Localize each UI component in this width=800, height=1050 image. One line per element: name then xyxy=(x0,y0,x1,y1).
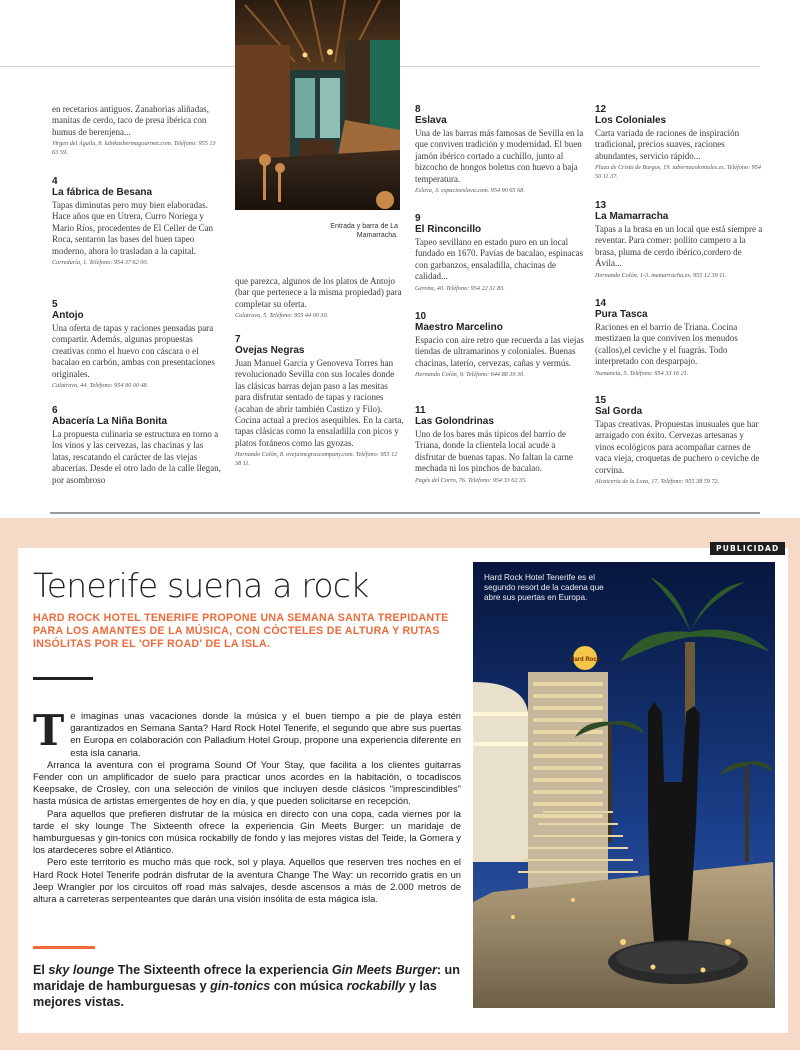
listing-item xyxy=(52,176,222,267)
listing-number: 13 xyxy=(595,200,607,211)
listing-number: 8 xyxy=(415,104,421,115)
pull-quote-rule xyxy=(33,946,95,949)
listing-item xyxy=(52,405,222,486)
pull-quote-part: con música xyxy=(270,979,347,993)
listing-number: 10 xyxy=(415,311,427,322)
pull-quote-part: The Sixteenth ofrece la experiencia xyxy=(114,963,332,977)
listing-address: Pagés del Corro, 76. Teléfono: 954 33 62 35. xyxy=(415,476,527,484)
listing-address: Plaza de Cristo de Burgos, 19. tabernacoloniales.es. Teléfono: 954 50 11 37. xyxy=(595,164,761,181)
pull-quote-part: Gin Meets Burger xyxy=(331,963,437,977)
listing-body: que parezca, algunos de los platos de Antojo (bar que pertenece a la misma propiedad) para completar su oferta. xyxy=(235,276,402,309)
listing-name: La Mamarracha xyxy=(595,211,669,222)
listing-number: 4 xyxy=(52,176,58,187)
hotel-sign: Hard Rock xyxy=(569,657,601,663)
pull-quote xyxy=(33,962,463,1010)
listing-body: Tapas a la brasa en un local que está siempre a reventar. Para comer: pollito campero a la brasa, pluma de cerdo ibérico,cordero de Ávila... xyxy=(595,224,763,269)
listing-name: La fábrica de Besana xyxy=(52,187,153,198)
advertising-label: PUBLICIDAD xyxy=(710,542,785,555)
listing-number: 5 xyxy=(52,299,58,310)
listing-number: 14 xyxy=(595,298,607,309)
listing-body: Espacio con aire retro que recuerda a las viejas tiendas de ultramarinos y coloniales. Buenas chacinas, laterío, cervezas, cañas y vermús. xyxy=(415,335,584,368)
listing-address: Correduría, 1. Teléfono: 954 37 62 00. xyxy=(52,259,148,267)
paragraph-4: Pero este territorio es mucho más que rock, sol y playa. Aquellos que reserven tres noches en el Hard Rock Hotel Tenerife podrán disfrutar de la aventura Change The Way: un recorrido gratis en un Jeep Wrangler por los circuitos off road más salvajes, desde ascensos a más de 2.000 metros de altura a carreteras serpenteantes que darán una visión insólita de esta mágica isla. xyxy=(33,856,461,905)
title-rule xyxy=(33,677,93,680)
listing-address: Calatrava, 44. Teléfono: 954 90 00 48. xyxy=(52,382,149,390)
pull-quote-part: : un maridaje de hamburguesas y xyxy=(33,963,460,993)
listing-body: Juan Manuel García y Genoveva Torres han revolucionado Sevilla con sus locales donde las clásicas barras dejan paso a las mesitas para disfrutar sentado de tapas y raciones (acaban de abrir también Castizo y Filo). Cocina actual a precios asequibles. En la carta, tapas clásicas como la ensaladilla con picos y platos foráneos como las gyozas. xyxy=(235,358,404,448)
paragraph-1 xyxy=(33,706,461,759)
listing-name: Los Coloniales xyxy=(595,115,667,126)
listing-name: Eslava xyxy=(415,115,447,126)
listing-number: 12 xyxy=(595,104,607,115)
pull-quote-part: sky lounge xyxy=(48,963,115,977)
hotel-night-illustration xyxy=(473,562,775,1008)
listing-continued xyxy=(235,276,405,320)
pull-quote-part: gin-tonics xyxy=(210,979,271,993)
listing-body: Raciones en el barrio de Triana. Cocina mestizaen la que conviven los menudos (callos),el ceviche y el fuagrás. Todo interpretado con desparpajo. xyxy=(595,322,738,367)
listing-body: Una de las barras más famosas de Sevilla en la que conviven tradición y modernidad. El buen jamón ibérico cortado a cuchillo, junto al bizcocho de hongos boletus con huevo a baja temperatura. xyxy=(415,128,584,184)
listing-number: 6 xyxy=(52,405,58,416)
listing-item xyxy=(415,104,585,195)
listing-name: El Rinconcillo xyxy=(415,224,482,235)
listing-address: Hernando Colón, 8. ovejasnegrascompany.com. Teléfono: 955 12 38 11. xyxy=(235,451,398,468)
listing-item xyxy=(595,104,765,181)
listing-body: en recetarios antiguos. Zanahorias aliñadas, manitas de cerdo, taco de presa ibérica con humus de berenjena... xyxy=(52,104,209,137)
listing-name: Antojo xyxy=(52,310,84,321)
listing-item xyxy=(415,213,585,293)
listing-body: Carta variada de raciones de inspiración tradicional, precios suaves, raciones abundantes, servicio rápido... xyxy=(595,128,740,161)
pull-quote-part: rockabilly xyxy=(346,979,406,993)
listing-body: La propuesta culinaria se estructura en torno a los vinos y las cervezas, las chacinas y las latas, rescatando el carácter de las viejas abacerías. Desde el otro lado de la calle llegan, por asombroso xyxy=(52,429,221,485)
listing-address: Eslava, 3. espacioeslava.com. 954 90 65 68. xyxy=(415,187,525,195)
pull-quote-part: y las mejores vistas. xyxy=(33,979,437,1009)
listing-number: 9 xyxy=(415,213,421,224)
listing-address: Virgen del Águila, 8. labikasbermagourmet.com. Teléfono: 955 13 63 59. xyxy=(52,140,216,157)
listing-item xyxy=(595,298,765,378)
bar-interior-illustration xyxy=(235,0,400,210)
listing-name: Sal Gorda xyxy=(595,406,643,417)
photo-caption: Entrada y barra de La Mamarracha. xyxy=(330,223,398,239)
paragraph-3: Para aquellos que prefieren disfrutar de la música en directo con una copa, cada viernes por la tarde el sky lounge The Sixteenth ofrece la experiencia Gin Meets Burger: un maridaje de hamburguesas y gin-tonics con música rockabilly de fondo y las mejores vistas del Teide, la Gomera y los atardeceres sobre el Atlántico. xyxy=(33,807,461,856)
advert-subtitle: HARD ROCK HOTEL TENERIFE PROPONE UNA SEMANA SANTA TREPIDANTE PARA LOS AMANTES DE LA MÚSICA, CON CÓCTELES DE ALTURA Y RUTAS INSÓLITAS POR EL 'OFF ROAD' DE LA ISLA. xyxy=(33,612,449,650)
listing-number: 7 xyxy=(235,334,241,345)
hotel-photo xyxy=(473,562,775,1008)
bar-interior-photo xyxy=(235,0,400,210)
listing-address: Gerona, 40. Teléfono: 954 22 31 83. xyxy=(415,284,505,292)
listing-address: Calatrava, 5. Teléfono: 955 44 00 30. xyxy=(235,312,329,320)
listing-body: Tapas diminutas pero muy bien elaboradas. Hace años que en Utrera, Curro Noriega y Mario Ríos, procedentes de El Celler de Can Roca, sentaron las bases del buen tapeo moderno, ahora lo trasladan a la capital. xyxy=(52,200,213,256)
listing-address: Hernando Colón, 9. Teléfono: 644 88 39 30. xyxy=(415,371,525,379)
paragraph-2: Arranca la aventura con el programa Sound Of Your Stay, que facilita a los clientes guitarras Fender con un amplificador de suelo para practicar unos acordes en la habitación, o tocadiscos Keepsake, de Crosley, con una selección de vinilos que incluyen desde clásicos "imprescindibles" hasta música de artistas emergentes de hoy en día, y que pueden solicitarse en recepción. xyxy=(33,758,461,807)
photo-overlay-caption: Hard Rock Hotel Tenerife es el segundo resort de la cadena que abre sus puertas en Europa. xyxy=(484,573,604,602)
guide-page xyxy=(0,0,800,515)
listing-address: Numancia, 5. Teléfono: 954 33 16 21. xyxy=(595,369,689,377)
listing-address: Alcaicería de la Loza, 17. Teléfono: 955 38 59 72. xyxy=(595,478,720,486)
listing-continued xyxy=(52,104,222,157)
listing-number: 15 xyxy=(595,395,607,406)
drop-cap: T xyxy=(33,706,65,755)
paragraph-1-text: e imaginas unas vacaciones donde la música y el buen tiempo a pie de playa estén garantizados en Semana Santa? Hard Rock Hotel Tenerife, el segundo que abre sus puertas en Europa en colaboración con Palladium Hotel Group, propone una experiencia diferente en esta isla canaria. xyxy=(70,710,461,758)
listing-body: Tapeo sevillano en estado puro en un local fundado en 1670. Pavías de bacalao, espinacas con garbanzos, ensaladilla, chacinas de calidad... xyxy=(415,237,583,282)
listing-address: Hernando Colón, 1-3. mamarracha.es. 955 12 39 11. xyxy=(595,271,727,279)
advert-body xyxy=(33,706,461,905)
advert-title: Tenerife suena a rock xyxy=(33,566,369,605)
listing-item xyxy=(595,200,765,280)
listing-item xyxy=(595,395,765,486)
listing-name: Abacería La Niña Bonita xyxy=(52,416,168,427)
listing-name: Ovejas Negras xyxy=(235,345,305,356)
listing-body: Uno de los bares más típicos del barrio de Triana, donde la clientela local acude a disfrutar de buenas tapas. No faltan la carne mechada ni los pinchos de bacalao. xyxy=(415,429,573,474)
listing-body: Una oferta de tapas y raciones pensadas para compartir. Además, algunas propuestas creativas como el huevo con cáscara o el bacalao en carbón, ambas con presentaciones originales. xyxy=(52,323,215,379)
bottom-divider xyxy=(50,512,760,514)
listing-number: 11 xyxy=(415,405,426,416)
listing-item xyxy=(415,311,585,379)
listing-item xyxy=(52,299,222,390)
listing-name: Pura Tasca xyxy=(595,309,648,320)
listing-item xyxy=(235,334,405,468)
listing-item xyxy=(415,405,585,485)
listing-name: Las Golondrinas xyxy=(415,416,494,427)
pull-quote-part: El xyxy=(33,963,49,977)
listing-body: Tapas creativas. Propuestas inusuales que har arraigado con éxito. Cervezas artesanas y vinos ecológicos para acompañar carnes de vaca vieja, croquetas de puchero o ceviche de corvina. xyxy=(595,419,760,475)
listing-name: Maestro Marcelino xyxy=(415,322,503,333)
